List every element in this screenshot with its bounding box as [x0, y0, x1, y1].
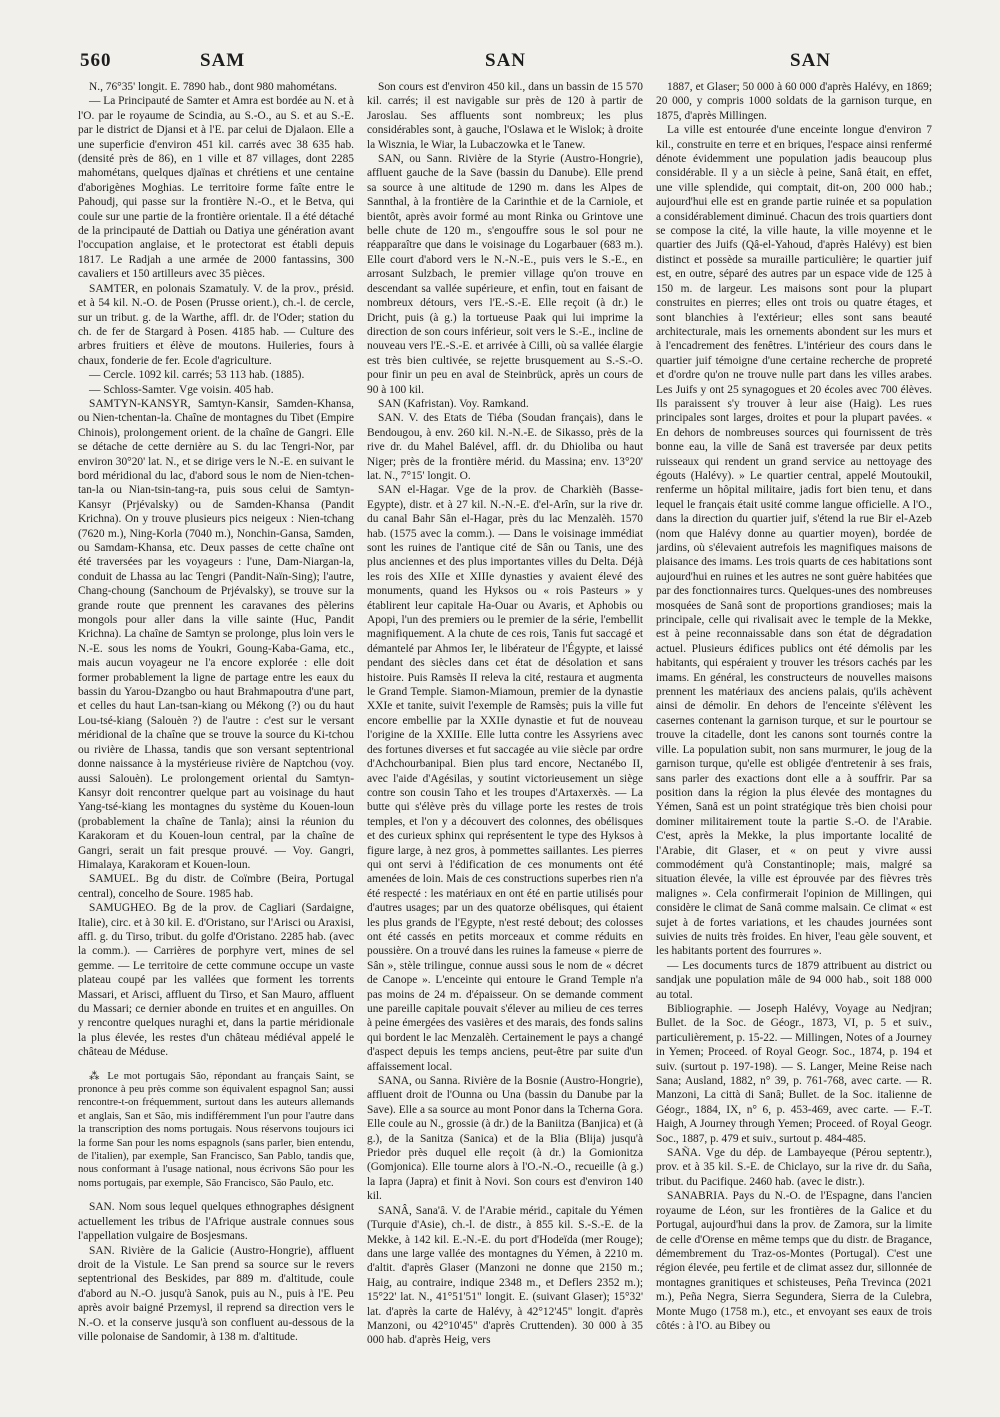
note-spacer [78, 1190, 354, 1200]
entry-paragraph: — Les documents turcs de 1879 attribuent au district ou sandjak une population mâle de 94 000 hab., soit 188 000 au total. [656, 959, 932, 1001]
entry-paragraph: SAMTER, en polonais Szamatuly. V. de la prov., présid. et à 54 kil. N.-O. de Posen (Prusse orient.), ch.-l. de cercle, sur un tribut. g. de la Warthe, affl. dr. de l'Oder; station du ch. de fer de Stargard à Posen. 4185 hab. — Culture des arbres fruitiers et élève de moutons. Huileries, fours à chaux, fonderie de fer. Ecole d'agriculture. [78, 282, 354, 367]
entry-paragraph: — La Principauté de Samter et Amra est bordée au N. et à l'O. par le royaume de Scindia, au S.-O., au S. et au S.-E. par le district de Djansi et à l'E. par celui de Djalaon. Elle a une superficie d'environ 451 kil. carrés avec 38 635 hab. (densité près de 86), en 1 ville et 87 villages, dont 2285 mahométans, quelques djaïnas et chrétiens et une centaine d'aborigènes Moghias. Le territoire forme faîte entre le Pahoudj, qui passe sur la frontière N.-O., et le Betva, qui coule sur une partie de la frontière orientale. Il a été détaché de la principauté de Dattiah ou Datiya une génération avant l'occupation anglaise, et le protectorat est établi depuis 1817. Le Radjah a une armée de 2000 fantassins, 300 cavaliers et 150 artilleurs avec 35 pièces. [78, 95, 354, 281]
footnote-paragraph: ⁂ Le mot portugais São, répondant au français Saint, se prononce à peu près comme son équivalent espagnol San; aussi rencontre-t-on fréquemment, surtout dans les auteurs allemands et anglais, San et São, mis indifféremment l'un pour l'autre dans la transcription des noms portugais. Nous réservons toujours ici la forme San pour les noms espagnols (sans parler, bien entendu, de l'italien), par exemple, San Francisco, San Pablo, tandis que, nous conformant à l'usage national, nous écrivons São pour les noms portugais, par exemple, São Francisco, São Paulo, etc. [78, 1070, 354, 1189]
page-number: 560 [80, 50, 112, 71]
note-spacer [78, 1060, 354, 1070]
entry-paragraph: SAMUEL. Bg du distr. de Coïmbre (Beira, Portugal central), concelho de Soure. 1985 hab. [78, 873, 354, 900]
entry-paragraph: SAN. Rivière de la Galicie (Austro-Hongrie), affluent droit de la Vistule. Le San prend sa source sur le revers septentrional des Beskides, par 889 m. d'altitude, coule d'abord au N.-O. jusqu'à Sanok, puis au N., puis à l'E. Peu après avoir baigné Przemysl, il reprend sa direction vers le N.-O. et la conserve jusqu'à son confluent au-dessous de la ville polonaise de Sandomir, à 138 m. d'altitude. [78, 1244, 354, 1343]
entry-paragraph: — Cercle. 1092 kil. carrés; 53 113 hab. (1885). [89, 369, 305, 382]
column-2 [367, 80, 643, 1400]
entry-paragraph: — Schloss-Samter. Vge voisin. 405 hab. [89, 383, 274, 396]
entry-paragraph: SAMUGHEO. Bg de la prov. de Cagliari (Sardaigne, Italie), circ. et à 30 kil. E. d'Oristano, sur l'Arisci ou Araxisi, affl. g. du Tirso, tribut. du golfe d'Oristano. 2285 hab. (avec la comm.). — Carrières de porphyre vert, mines de sel gemme. — Le territoire de cette commune occupe un vaste plateau coupé par les vallées que forment les torrents Massari, et Arisci, affluent du Tirso, et San Mauro, affluent du Massari; ce dernier abonde en truites et en anguilles. On y rencontre quelques nuraghi et, dans la partie méridionale la plus élevée, les restes d'un château médiéval appelé le château de Méduse. [78, 902, 354, 1059]
entry-paragraph: SAN. Nom sous lequel quelques ethnographes désignent actuellement les tribus de l'Afrique australe connues sous l'appellation vulgaire de Bosjesmans. [78, 1201, 354, 1243]
entry-paragraph: SAMTYN-KANSYR, Samtyn-Kansir, Samden-Khansa, ou Nien-tchentan-la. Chaîne de montagnes du Tibet (Empire Chinois), prolongement orient. de la chaîne de Gangri. Elle se détache de cette dernière au S. du lac Tengri-Nor, par environ 30°20' lat. N., et se dirige vers le N.-E. en suivant le bord méridional du lac, d'abord sous le nom de Nien-tchen-tan-la ou Nian-tsin-tang-ra, puis sous celui de Samtyn-Kansyr (Prjévalsky) ou de Samden-Khansa (Pandit Krichna). On y trouve plusieurs pics neigeux : Nien-tchang (7620 m.), Ning-Korla (7040 m.), Nonchin-Gansa, Samden, ou Samdam-Khansa, etc. Deux passes de cette chaîne ont été traversées par les voyageurs : l'une, Dam-Niargan-la, conduit de Lhassa au lac Tengri (Pandit-Naïn-Sing); l'autre, Chang-choung (Sanchoum de Prjévalsky), se trouve sur la grande route que prennent les caravanes des pèlerins mongols pour aller dans la ville sainte (Huc, Pandit Krichna). La chaîne de Samtyn se prolonge, plus loin vers le N.-E. sous les noms de Youkri, Goung-Kaba-Gama, etc., mais aucun voyageur ne l'a encore explorée : elle doit former probablement la ligne de partage entre les eaux du bassin du Yarou-Dzangbo ou haut Brahmapoutra d'une part, et celles du haut Lan-tsan-kiang ou Mékong (?) ou du haut Lou-tsé-kiang (Salouèn ?) de l'autre : c'est sur le versant méridional de la chaîne que se trouve la source du Ki-tchou ou rivière de Lhassa, tandis que son versant septentrional donne naissance à la mystérieuse rivière de Naptchou (voy. aussi Salouèn). Le prolongement oriental du Samtyn-Kansyr doit rencontrer quelque part au voisinage du haut Yang-tsé-kiang les montagnes du système du Kouen-loun (probablement la chaîne de Tanla); ainsi la réunion du Karakoram et du Kouen-loun central, par la chaîne de Gangri, serait un fait presque prouvé. — Voy. Gangri, Himalaya, Karakoram et Kouen-loun. [78, 397, 354, 871]
right-running-head: SAN [790, 50, 832, 71]
column-3 [656, 80, 932, 1400]
entry-paragraph: SAN. V. des Etats de Tiéba (Soudan français), dans le Bendougou, à env. 260 kil. N.-N.-E. de Sikasso, près de la rive dr. du Mahel Balével, affl. dr. du Dhioliba ou haut Niger; près de la frontière mérid. du Massina; env. 13°20' lat. N., 7°15' longit. O. [367, 412, 643, 482]
column-1 [78, 80, 354, 1400]
entry-paragraph: SAN, ou Sann. Rivière de la Styrie (Austro-Hongrie), affluent gauche de la Save (bassin du Danube). Elle prend sa source à une altitude de 1290 m. dans les Alpes de Sannthal, à la frontière de la Carinthie et de la Carniole, et bientôt, après avoir formé au mont Rinka ou Grintove une belle chute de 120 m., s'engouffre sous le sol pour ne réapparaître que dans le voisinage du Logarbauer (683 m.). Elle court d'abord vers le N.-N.-E., puis vers le S.-E., en arrosant Sulzbach, le premier village qu'on trouve en descendant sa vallée supérieure, et enfin, tout en faisant de nombreux détours, vers l'E.-S.-E. Elle reçoit (à dr.) le Dricht, puis (à g.) la tortueuse Paak qui lui imprime la direction de son cours inférieur, soit vers le S.-E., incline de nouveau vers l'E.-S.-E. et arrivée à Cilli, où sa vallée élargie est très bien cultivée, se rejette brusquement au S.-S.-O. pour finir un peu en aval de Steinbrück, après un cours de 90 à 100 kil. [367, 153, 643, 396]
entry-paragraph: 1887, et Glaser; 50 000 à 60 000 d'après Halévy, en 1869; 20 000, y compris 1000 soldats de la garnison turque, en 1875, d'après Millingen. [656, 81, 932, 122]
entry-paragraph: SANABRIA. Pays du N.-O. de l'Espagne, dans l'ancien royaume de Léon, sur les frontières de la Galice et du Portugal, aujourd'hui dans la prov. de Zamora, sur la limite de celle d'Orense en même temps que du distr. de Bragance, démembrement du Traz-os-Montes (Portugal). C'est une région élevée, peu fertile et de climat assez dur, sillonnée de montagnes granitiques et schisteuses, Peña Trevinca (2021 m.), Peña Negra, Sierra Segundera, Sierra de la Culebra, Monte Mugo (1758 m.), etc., et envoyant ses eaux de trois côtés : à l'O. au Bibey ou [656, 1190, 932, 1332]
entry-paragraph: SANÂ, Sana'â. V. de l'Arabie mérid., capitale du Yémen (Turquie d'Asie), ch.-l. de distr., à 855 kil. S.-S.-E. de la Mekke, à 142 kil. E.-N.-E. du port d'Hodeïda (mer Rouge); dans une large vallée des montagnes du Yémen, à 2210 m. d'altit. d'après Glaser (Manzoni ne donne que 2150 m.; Haig, au contraire, indique 2348 m., et Deflers 2352 m.); 15°22' lat. N., 41°51'51" longit. E. (suivant Glaser); 15°32' lat. d'après la carte de Halévy, à 42°12'45" longit. d'après Manzoni, ou 42°10'45" d'après Cruttenden). 30 000 à 35 000 hab. d'après Heig, vers [367, 1204, 643, 1347]
entry-paragraph: N., 76°35' longit. E. 7890 hab., dont 980 mahométans. [89, 81, 338, 93]
left-running-head: SAM [200, 50, 246, 71]
entry-paragraph: La ville est entourée d'une enceinte longue d'environ 7 kil., construite en terre et en briques, l'espace ainsi renfermé dénote évidemment une population jadis beaucoup plus considérable. Il y a un siècle à peine, Sanâ était, en effet, une ville splendide, qui comptait, dit-on, 200 000 hab.; aujourd'hui elle est en grande partie ruinée et sa population a considérablement diminué. Chacun des trois quartiers dont se compose la cité, la ville haute, la ville moyenne et le quartier des Juifs (Qâ-el-Yahoud, d'après Halévy) est bien distinct et possède sa muraille particulière; le quartier juif est, en outre, séparé des autres par un espace vide de 125 à 150 m. de largeur. Les maisons sont pour la plupart construites en pierres; elles ont trois ou quatre étages, et sont blanchies à l'extérieur; elles sont sans beauté architecturale, mais les ornements abondent sur les murs et à l'encadrement des fenêtres. L'intérieur des cours dans le quartier juif témoigne d'une certaine recherche de propreté et d'ordre qu'on ne trouve nulle part dans les villes arabes. Les Juifs y ont 25 synagogues et 20 écoles avec 700 élèves. Ils paraissent s'y trouver à leur aise (Haig). Les rues principales sont larges, droites et pour la plupart pavées. « En dehors de nombreuses sources qui fournissent de très bonne eau, la ville de Sanâ est traversée par deux petits ruisseaux qui rendent un grand service au nettoyage des égouts (Halévy). » Le quartier central, appelé Moutoukil, renferme un hôpital militaire, jadis fort bien tenu, et dans lequel le français était usité comme langue officielle. A l'O., dans la direction du quartier juif, s'étend la rue Bir el-Azeb (nom que Halévy donne au quartier moyen), bordée de jardins, où s'élevaient autrefois les magnifiques maisons de plaisance des imams. Les trois quarts de ces habitations sont aujourd'hui en ruines et les autres ne sont guère habitées que par des fonctionnaires turcs. Quelques-unes des nombreuses mosquées de Sanâ sont de proportions grandioses; mais la principale, celle qui rivalisait avec le temple de la Mekke, est à peine reconnaissable dans son état de dégradation actuel. Plusieurs édifices publics ont été démolis par les habitants, qui espéraient y trouver les trésors cachés par les imams. En général, les constructeurs de nouvelles maisons prennent les matériaux des anciens palais, qu'ils achèvent ainsi de démolir. En dehors de l'enceinte s'élèvent les casernes contenant la garnison turque, et sur le pourtour se trouve la citadelle, dont les canons sont tournés contre la ville. La population subit, non sans murmurer, le joug de la garnison turque, qu'elle est obligée d'entretenir à ses frais, sans parler des exactions dont elle a à souffrir. Par sa position dans la région la plus élevée des montagnes du Yémen, Sanâ est un point stratégique très bien choisi pour dominer militairement toute la partie S.-O. de l'Arabie. C'est, après la Mekke, la plus importante localité de l'Arabie, dit Glaser, et « on peut y vivre aussi commodément qu'à Constantinople; mais, malgré sa situation élevée, la ville est éprouvée par des fièvres très malignes ». Cela confirmerait l'opinion de Millingen, qui considère le climat de Sanâ comme malsain. Ce climat « est sujet à de fortes variations, et les chaudes journées sont suivies de nuits très froides. En hiver, l'eau gèle souvent, et les habitants portent des fourrures ». [656, 124, 932, 958]
center-running-head: SAN [485, 50, 527, 71]
entry-paragraph: SAÑA. Vge du dép. de Lambayeque (Pérou septentr.), prov. et à 35 kil. S.-E. de Chiclayo, sur la rive dr. du Saña, tribut. du Pacifique. 2460 hab. (avec le distr.). [656, 1147, 932, 1188]
entry-paragraph: SAN (Kafristan). Voy. Ramkand. [378, 397, 529, 410]
entry-paragraph: SAN el-Hagar. Vge de la prov. de Charkièh (Basse-Egypte), distr. et à 27 kil. N.-N.-E. d'el-Arîn, sur la rive dr. du canal Bahr Sân el-Hagar, près du lac Menzalèh. 1570 hab. (1575 avec la comm.). — Dans le voisinage immédiat sont les ruines de l'antique cité de Sân ou Tanis, une des plus anciennes et des plus importantes villes du Delta. Déjà les rois des XIIe et XIIIe dynasties y avaient élevé des monuments, quand les Hyksos ou « rois Pasteurs » y établirent leur capitale Ha-Ouar ou Avaris, et Aphobis ou Apopi, l'un des premiers ou le premier de la série, l'embellit magnifiquement. A la chute de ces rois, Tanis fut saccagé et démantelé par Ahmos Ier, le libérateur de l'Égypte, et laissé pendant des siècles dans cet état de désolation et sans histoire. Puis Ramsès II releva la cité, restaura et augmenta le Grand Temple. Siamon-Miamoun, premier de la dynastie XXIe et tanite, suivit l'exemple de Ramsès; puis la ville fut encore embellie par la XXIIe dynastie et fut de nouveau l'origine de la XXIIIe. Elle lutta contre les Assyriens avec des fortunes diverses et fut saccagée au viie siècle par ordre d'Achchourbanipal. Bien plus tard encore, Nectanébo II, avec l'aide d'Agésilas, y soutint victorieusement un siège contre son cousin Taho et les troupes d'Artaxerxès. — La butte qui s'élève près du village porte les restes de trois temples, et l'on y a découvert des colonnes, des obélisques et des curieux sphinx qui représentent le type des Hyksos à figure large, à nez gros, à pommettes saillantes. Les pierres qui ont servi à l'édification de ces monuments ont été amenées de loin. Mais de ces constructions superbes rien n'a été respecté : les matériaux en ont été en partie utilisés pour d'autres usages; par un des quatorze obélisques, qui étaient les plus grands de l'Egypte, n'est resté debout; des colosses ont été cassés en petits morceaux et comme réduits en poussière. On a trouvé dans les ruines la fameuse « pierre de Sân », stèle trilingue, connue aussi sous le nom de « décret de Canope ». L'enceinte qui entoure le Grand Temple n'a pas moins de 24 m. d'épaisseur. On se demande comment une pareille capitale pouvait s'élever au milieu de ces terres à peine émergées des vasières et des marais, des fonds salins qui bordent le lac Menzalèh. Certainement le pays a changé d'aspect depuis les temps anciens, peut-être par suite d'un affaissement local. [367, 484, 643, 1073]
entry-paragraph: Bibliographie. — Joseph Halévy, Voyage au Nedjran; Bullet. de la Soc. de Géogr., 1873, VI, p. 5 et suiv., particulièrement, p. 15-22. — Millingen, Notes of a Journey in Yemen; Proceed. of Royal Geogr. Soc., 1874, p. 194 et suiv. (surtout p. 197-198). — S. Langer, Meine Reise nach Sana; Ausland, 1882, n° 39, p. 761-768, avec carte. — R. Manzoni, La città di Sanâ; Bullet. de la Soc. italienne de Géogr., 1884, IX, n° 6, p. 453-469, avec carte. — F.-T. Haigh, A Journey through Yemen; Proceed. of Royal Geogr. Soc., 1887, p. 479 et suiv., surtout p. 484-485. [656, 1003, 932, 1145]
entry-paragraph: Son cours est d'environ 450 kil., dans un bassin de 15 570 kil. carrés; il est navigable sur près de 120 à partir de Jaroslau. Ses affluents sont nombreux; les plus considérables sont, à gauche, l'Oslawa et le Wislok; à droite la Wisznia, le Wiar, la Lubaczowka et le Tanew. [367, 81, 643, 151]
entry-paragraph: SANA, ou Sanna. Rivière de la Bosnie (Austro-Hongrie), affluent droit de l'Ounna ou Una (bassin du Danube par la Save). Elle a sa source au mont Ponor dans la Tcherna Gora. Elle coule au N., grossie (à dr.) de la Baniitza (Banjica) et (à g.), de la Sanitza (Sanica) et de la Blia (Blija) jusqu'à Priedor près duquel elle reçoit (à dr.) la Gomionitza (Gomjonica). Elle tourne alors à l'O.-N.-O., recueille (à g.) la Iapra (Japra) et finit à Novi. Son cours est d'environ 140 kil. [367, 1075, 643, 1203]
